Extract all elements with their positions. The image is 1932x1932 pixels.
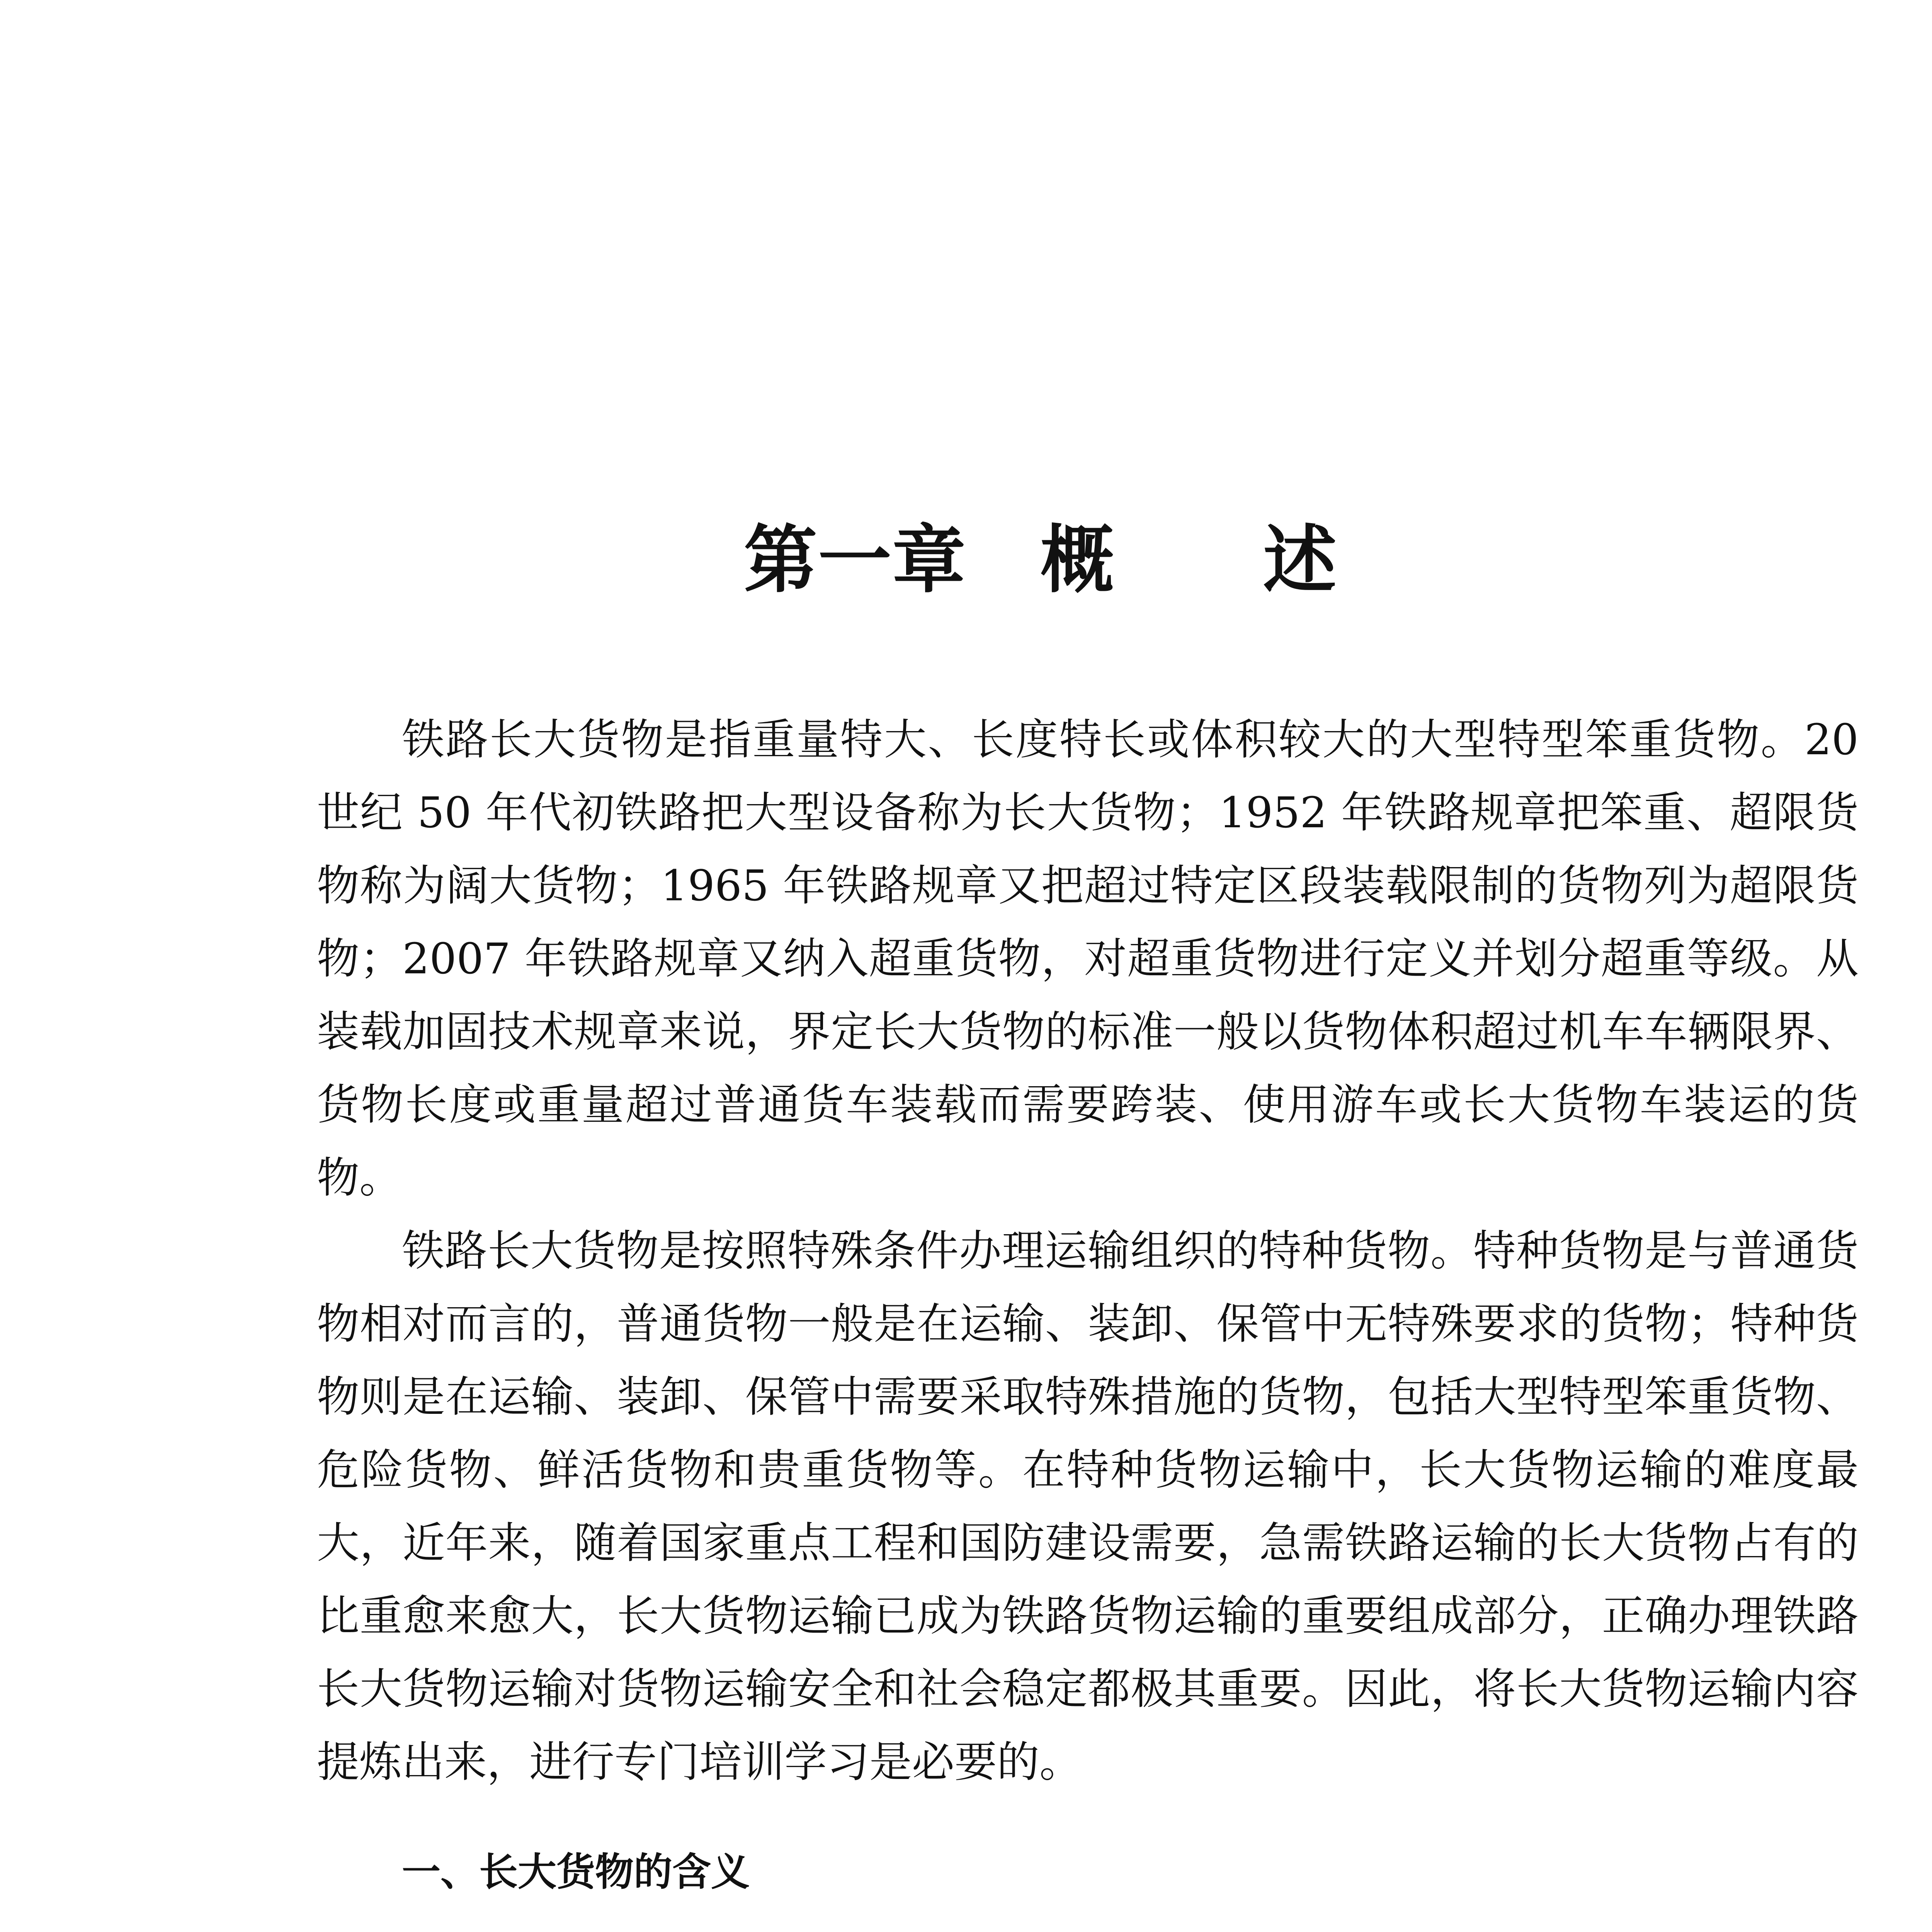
section-heading-1: 一、长大货物的含义: [402, 1849, 750, 1895]
intro-paragraph-1: 铁路长大货物是指重量特大、长度特长或体积较大的大型特型笨重货物。20 世纪 50 年代初铁路把大型设备称为长大货物；1952 年铁路规章把笨重、超限货物称为阔大货物；1965 年铁路规章又把超过特定区段装载限制的货物列为超限货物；2007 年铁路规章又纳入超重货物，对超重货物进行定义并划分超重等级。从装载加固技术规章来说，界定长大货物的标准一般以货物体积超过机车车辆限界、货物长度或重量超过普通货车装载而需要跨装、使用游车或长大货物车装运的货物。: [317, 715, 1859, 1202]
spacer: [317, 1799, 1859, 1835]
body-text: [317, 703, 1859, 1932]
intro-paragraph-2: 铁路长大货物是按照特殊条件办理运输组织的特种货物。特种货物是与普通货物相对而言的，普通货物一般是在运输、装卸、保管中无特殊要求的货物；特种货物则是在运输、装卸、保管中需要采取特殊措施的货物，包括大型特型笨重货物、危险货物、鲜活货物和贵重货物等。在特种货物运输中，长大货物运输的难度最大，近年来，随着国家重点工程和国防建设需要，急需铁路运输的长大货物占有的比重愈来愈大，长大货物运输已成为铁路货物运输的重要组成部分，正确办理铁路长大货物运输对货物运输安全和社会稳定都极其重要。因此，将长大货物运输内容提炼出来，进行专门培训学习是必要的。: [317, 1226, 1859, 1787]
chapter-title: 第一章 概 述: [743, 517, 1337, 603]
spacer: [317, 1908, 1859, 1932]
